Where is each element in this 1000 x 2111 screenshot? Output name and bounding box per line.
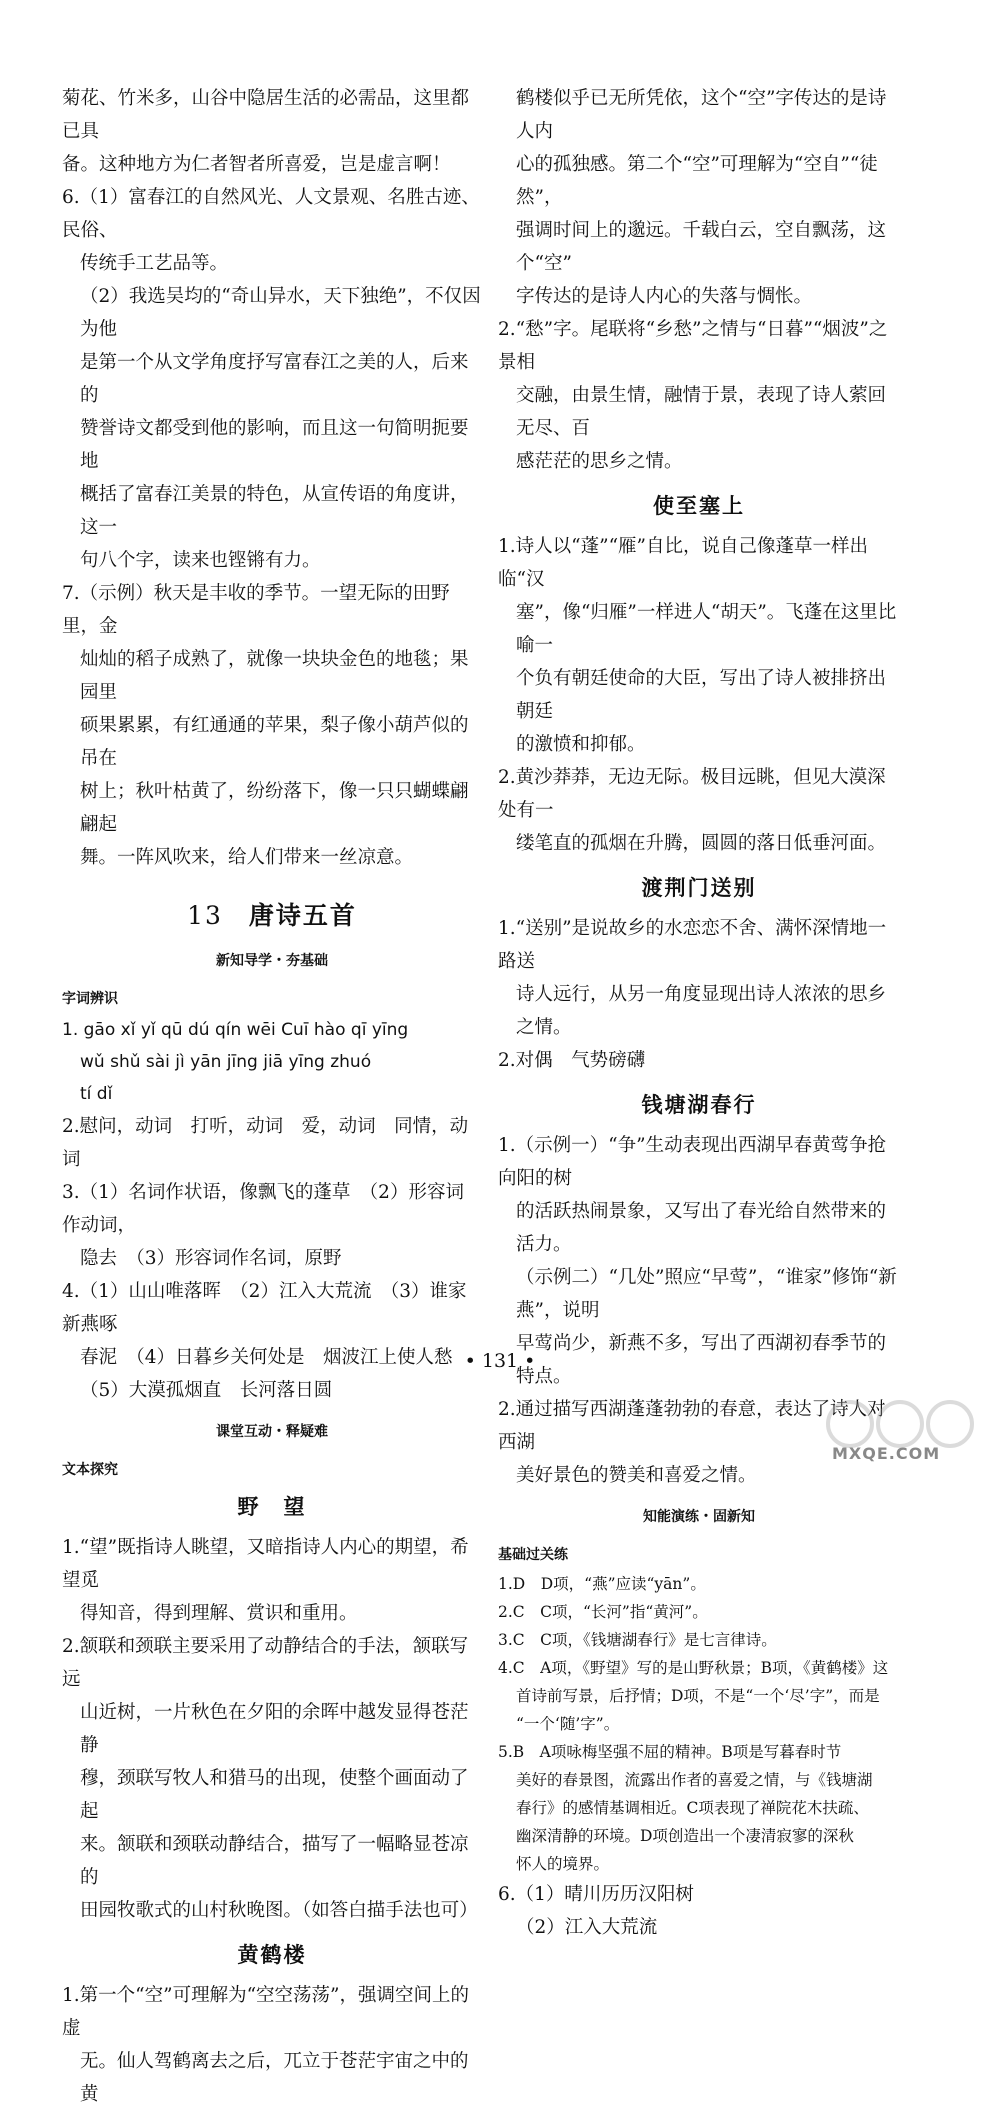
answer-line: （5）大漠孤烟直 长河落日圆: [80, 1380, 333, 1401]
answer-line: 2.C C项，“长河”指“黄河”。: [498, 1603, 708, 1621]
left-column: [62, 82, 482, 2111]
answer-line: 4.（1）山山唯落晖 （2）江入大荒流 （3）谁家新燕啄: [62, 1281, 467, 1335]
answer-line: 来。颔联和颈联动静结合，描写了一幅略显苍凉的: [80, 1834, 469, 1888]
answer-line: 2.黄沙莽莽，无边无际。极目远眺，但见大漠深处有一: [498, 767, 886, 821]
pinyin-line: wǔ shǔ sài jì yān jīng jiā yīng zhuó: [80, 1052, 372, 1072]
answer-line: 树上；秋叶枯黄了，纷纷落下，像一只只蝴蝶翩翩起: [80, 781, 469, 835]
lesson-number: 13: [187, 901, 223, 930]
answer-line: 1.“送别”是说故乡的水恋恋不舍、满怀深情地一路送: [498, 918, 887, 972]
answer-line: 1.（示例一）“争”生动表现出西湖早春黄莺争抢向阳的树: [498, 1135, 887, 1189]
answer-line: 传统手工艺品等。: [80, 253, 229, 274]
answer-line: （2）江入大荒流: [516, 1917, 658, 1938]
answer-line: 诗人远行，从另一角度显现出诗人浓浓的思乡之情。: [516, 984, 887, 1038]
answer-line: 2.通过描写西湖蓬蓬勃勃的春意，表达了诗人对西湖: [498, 1399, 886, 1453]
answer-line: 春行》的感情基调相近。C项表现了禅院花木扶疏、: [516, 1799, 869, 1817]
answer-line: 2.颔联和颈联主要采用了动静结合的手法，颔联写远: [62, 1636, 469, 1690]
page-number: • 131 •: [464, 1350, 536, 1372]
answer-line: 灿灿的稻子成熟了，就像一块块金色的地毯；果园里: [80, 649, 469, 703]
answer-line: 2.对偶 气势磅礴: [498, 1050, 646, 1071]
answer-line: 的激愤和抑郁。: [516, 734, 646, 755]
poem-title: 渡荆门送别: [641, 876, 757, 900]
answer-line: 7.（示例）秋天是丰收的季节。一望无际的田野里，金: [62, 583, 450, 637]
pinyin-line: tí dǐ: [80, 1084, 113, 1104]
answer-line: 隐去 （3）形容词作名词，原野: [80, 1248, 342, 1269]
answer-line: 1.第一个“空”可理解为“空空荡荡”，强调空间上的虚: [62, 1985, 469, 2039]
answer-line: 心的孤独感。第二个“空”可理解为“空自”“徒然”，: [516, 154, 878, 208]
poem-title: 钱塘湖春行: [641, 1093, 757, 1117]
answer-line: 句八个字，读来也铿锵有力。: [80, 550, 321, 571]
poem-title: 野 望: [237, 1495, 307, 1519]
subsection-heading: 基础过关练: [498, 1547, 568, 1563]
answer-line: 1.D D项，“燕”应读“yān”。: [498, 1575, 706, 1593]
answer-line: 无。仙人驾鹤离去之后，兀立于苍茫宇宙之中的黄: [80, 2051, 469, 2105]
answer-line: 鹤楼似乎已无所凭依，这个“空”字传达的是诗人内: [516, 88, 887, 142]
lesson-title: 唐诗五首: [248, 901, 357, 930]
answer-line: 感茫茫的思乡之情。: [516, 451, 683, 472]
answer-line: 2.“愁”字。尾联将“乡愁”之情与“日暮”“烟波”之景相: [498, 319, 888, 373]
poem-title: 黄鹤楼: [237, 1943, 307, 1967]
answer-line: 4.C A项，《野望》写的是山野秋景；B项，《黄鹤楼》这: [498, 1659, 889, 1677]
answer-line: 田园牧歌式的山村秋晚图。（如答白描手法也可）: [80, 1900, 478, 1921]
answer-line: 舞。一阵风吹来，给人们带来一丝凉意。: [80, 847, 414, 868]
answer-line: 首诗前写景，后抒情；D项，不是“一个‘尽’字”，而是: [516, 1687, 880, 1705]
lesson-heading: [62, 896, 482, 932]
answer-line: 1.诗人以“蓬”“雁”自比，说自己像蓬草一样出临“汉: [498, 536, 868, 590]
answer-line: （示例二）“几处”照应“早莺”，“谁家”修饰“新燕”，说明: [516, 1267, 897, 1321]
answer-line: 美好景色的赞美和喜爱之情。: [516, 1465, 757, 1486]
answer-line: 美好的春景图，流露出作者的喜爱之情，与《钱塘湖: [516, 1771, 873, 1789]
answer-line: 3.C C项，《钱塘湖春行》是七言律诗。: [498, 1631, 777, 1649]
section-heading: 知能演练・固新知: [643, 1509, 755, 1525]
answer-line: 的活跃热闹景象，又写出了春光给自然带来的活力。: [516, 1201, 887, 1255]
answer-line: 概括了富春江美景的特色，从宣传语的角度讲，这一: [80, 484, 469, 538]
answer-line: 强调时间上的邈远。千载白云，空自飘荡，这个“空”: [516, 220, 887, 274]
answer-line: 山近树，一片秋色在夕阳的余晖中越发显得苍茫静: [80, 1702, 469, 1756]
subsection-heading: 文本探究: [62, 1462, 118, 1478]
answer-line: 幽深清静的环境。D项创造出一个凄清寂寥的深秋: [516, 1827, 854, 1845]
subsection-heading: 字词辨识: [62, 991, 118, 1007]
answer-line: 春泥 （4）日暮乡关何处是 烟波江上使人愁: [80, 1347, 453, 1368]
answer-line: 是第一个从文学角度抒写富春江之美的人，后来的: [80, 352, 469, 406]
section-heading: 新知导学・夯基础: [216, 953, 328, 969]
answer-line: 交融，由景生情，融情于景，表现了诗人萦回无尽、百: [516, 385, 887, 439]
intro-line: 备。这种地方为仁者智者所喜爱，岂是虚言啊！: [62, 154, 451, 175]
answer-line: 个负有朝廷使命的大臣，写出了诗人被排挤出朝廷: [516, 668, 887, 722]
answer-line: （2）我选吴均的“奇山异水，天下独绝”，不仅因为他: [80, 286, 481, 340]
answer-line: 硕果累累，有红通通的苹果，梨子像小葫芦似的吊在: [80, 715, 469, 769]
answer-line: 穆，颈联写牧人和猎马的出现，使整个画面动了起: [80, 1768, 469, 1822]
intro-line: 菊花、竹米多，山谷中隐居生活的必需品，这里都已具: [62, 88, 470, 142]
answer-line: “一个‘随’字”。: [516, 1715, 620, 1733]
answer-line: 6.（1）晴川历历汉阳树: [498, 1884, 694, 1905]
pinyin-line: 1. gāo xǐ yǐ qū dú qín wēi Cuī hào qī yīng: [62, 1020, 409, 1040]
answer-line: 早莺尚少，新燕不多，写出了西湖初春季节的特点。: [516, 1333, 887, 1387]
answer-line: 1.“望”既指诗人眺望，又暗指诗人内心的期望，希望觅: [62, 1537, 469, 1591]
answer-line: 赞誉诗文都受到他的影响，而且这一句简明扼要地: [80, 418, 469, 472]
answer-line: 得知音，得到理解、赏识和重用。: [80, 1603, 358, 1624]
poem-title: 使至塞上: [653, 494, 745, 518]
answer-line: 3.（1）名词作状语，像飘飞的蓬草 （2）形容词作动词，: [62, 1182, 464, 1236]
watermark-text: MXQE.COM: [832, 1444, 941, 1463]
answer-line: 怀人的境界。: [516, 1855, 610, 1873]
right-column: [498, 82, 900, 1944]
answer-line: 字传达的是诗人内心的失落与惆怅。: [516, 286, 813, 307]
section-heading: 课堂互动・释疑难: [216, 1424, 328, 1440]
answer-line: 塞”，像“归雁”一样进人“胡天”。飞蓬在这里比喻一: [516, 602, 897, 656]
answer-line: 缕笔直的孤烟在升腾，圆圆的落日低垂河面。: [516, 833, 887, 854]
answer-line: 5.B A项咏梅坚强不屈的精神。B项是写暮春时节: [498, 1743, 842, 1761]
answer-line: 6.（1）富春江的自然风光、人文景观、名胜古迹、民俗、: [62, 187, 480, 241]
answer-line: 2.慰问，动词 打听，动词 爱，动词 同情，动词: [62, 1116, 469, 1170]
